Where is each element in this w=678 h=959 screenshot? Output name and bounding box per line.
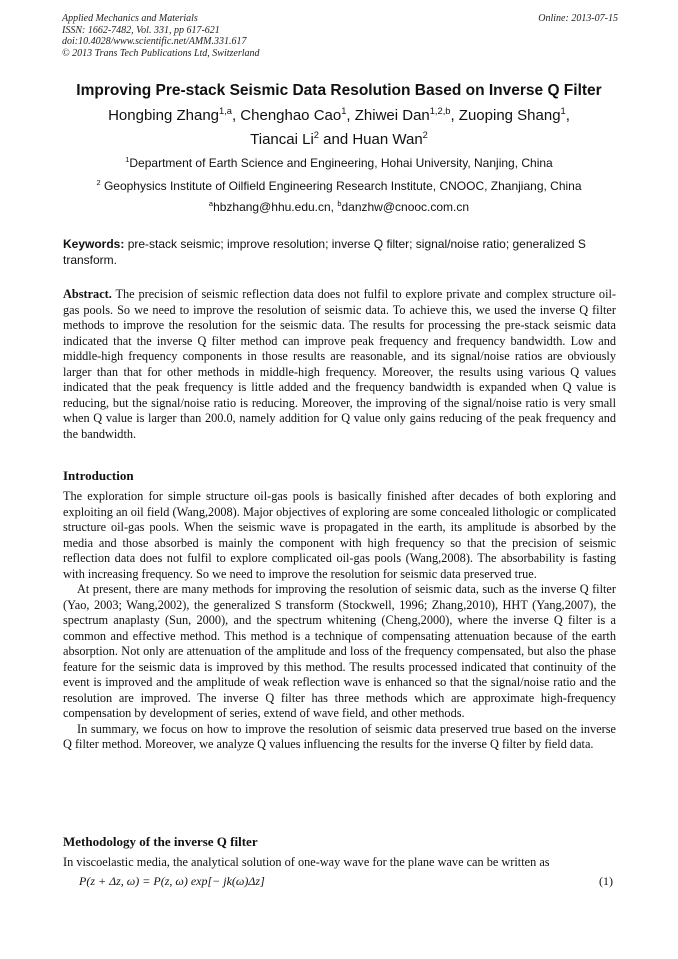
author: Chenghao Cao$^1$, xyxy=(240,106,355,124)
author-list xyxy=(60,104,618,152)
email-link: hbzhang@hhu.edu.cn, xyxy=(213,200,338,214)
section-heading-methodology: Methodology of the inverse Q filter xyxy=(63,834,258,849)
keywords-label: Keywords: xyxy=(63,237,125,251)
abstract-text: The precision of seismic reflection data does not fulfil to explore private and complex structure oil-gas pools. So we need to improve the resolution of seismic data. To achieve this, we used the inverse Q filter methods to improve the resolution for the seismic data. The results for processing the pre-stack seismic data indicated that the inverse Q filter method can improve peak frequency and frequency bandwidth. Low and middle-high frequency components in those results are reasonable, and its signal/noise ratios are obviously larger than that for other methods in middle-high frequency. Moreover, the results using various Q values indicated that the peak frequency is little added and the frequency bandwidth is expanded when Q value is reducing, but the signal/noise ratio is reducing. Moreover, the improving of the signal/noise ratio is very small when Q value is larger than 200.0, namely addition for Q value only gains reducing of the peak frequency and the bandwidth. xyxy=(63,287,616,441)
affiliation-2: $^2$ Geophysics Institute of Oilfield Engineering Research Institute, CNOOC, Zhanjiang, China xyxy=(96,178,582,193)
section-heading-introduction: Introduction xyxy=(63,468,134,483)
keywords-text: pre-stack seismic; improve resolution; inverse Q filter; signal/noise ratio; generalized S transform. xyxy=(63,237,586,267)
paragraph: In summary, we focus on how to improve the resolution of seismic data preserved true based on the inverse Q filter method. Moreover, we analyze Q values influencing the results for the inverse Q filter by field data. xyxy=(63,721,616,751)
author: Tiancai Li$^2$ and xyxy=(250,130,353,148)
introduction-body xyxy=(63,489,616,753)
abstract xyxy=(63,287,616,442)
email-link: danzhw@cnooc.com.cn xyxy=(341,200,470,214)
author: Huan Wan$^2$ xyxy=(352,130,428,148)
paragraph: The exploration for simple structure oil-gas pools is basically finished after decades of both exploring and exploiting an oil field (Wang,2008). Major objectives of exploring are some concealed lithologic or complicated structure oil-gas pools. When the seismic wave is propagated in the earth, its amplitude is absorbed by the media and those absorbed is mainly the component with high frequency so that the precision of seismic reflection data does not fulfil to explore complicated oil-gas pools (Wang,2008). The absorbability is fasting with increasing frequency. So we need to improve the resolution for seismic data preserved true. xyxy=(63,489,616,581)
methodology-text: In viscoelastic media, the analytical solution of one-way wave for the plane wave can be written as xyxy=(63,855,550,869)
paragraph: At present, there are many methods for improving the resolution of seismic data, such as the inverse Q filter (Yao, 2003; Wang,2002), the generalized S transform (Stockwell, 1996; Zhang,2010), HHT (Yang,2007), the spectrum anaplasty (Sun, 2000), and the spectrum whitening (Cheng,2000), where the inverse Q filter is a common and effective method. This method is a technique of compensating attenuation because of the earth absorption. Not only are attenuation of the amplitude and loss of the frequency compensated, but also the phase feature for the seismic data is improved by this method. The results processed indicated that continuity of the event is improved and the amplitude of weak reflection wave is enhanced so that the signal/noise ratio and the resolution are improved. The inverse Q filter has three methods which are approximate high-frequency compensation by development of series, extend of wave field, and other methods. xyxy=(63,582,616,720)
equation-number: (1) xyxy=(599,874,613,888)
author-emails: $^a$hbzhang@hhu.edu.cn, $^b$danzhw@cnooc.com.cn xyxy=(208,199,470,214)
equation-expression: P(z + Δz, ω) = P(z, ω) exp[− jk(ω)Δz] xyxy=(79,874,265,888)
issn-line: ISSN: 1662-7482, Vol. 331, pp 617-621 xyxy=(62,24,220,36)
abstract-label: Abstract. xyxy=(63,287,112,301)
equation-1 xyxy=(79,874,613,889)
doi-line: doi:10.4028/www.scientific.net/AMM.331.617 xyxy=(62,36,247,47)
journal-header xyxy=(62,13,618,59)
copyright-line: © 2013 Trans Tech Publications Ltd, Switzerland xyxy=(62,47,260,59)
paper-title: Improving Pre-stack Seismic Data Resolution Based on Inverse Q Filter xyxy=(76,82,602,99)
affiliation-1: $^1$Department of Earth Science and Engineering, Hohai University, Nanjing, China xyxy=(125,155,553,170)
journal-name: Applied Mechanics and Materials xyxy=(62,13,198,24)
author: Hongbing Zhang$^{1,a}$, xyxy=(108,106,241,124)
author: Zuoping Shang$^1$, xyxy=(458,106,570,124)
online-date: Online: 2013-07-15 xyxy=(538,13,618,24)
keywords xyxy=(63,236,619,268)
author: Zhiwei Dan$^{1,2,b}$, xyxy=(354,106,459,124)
